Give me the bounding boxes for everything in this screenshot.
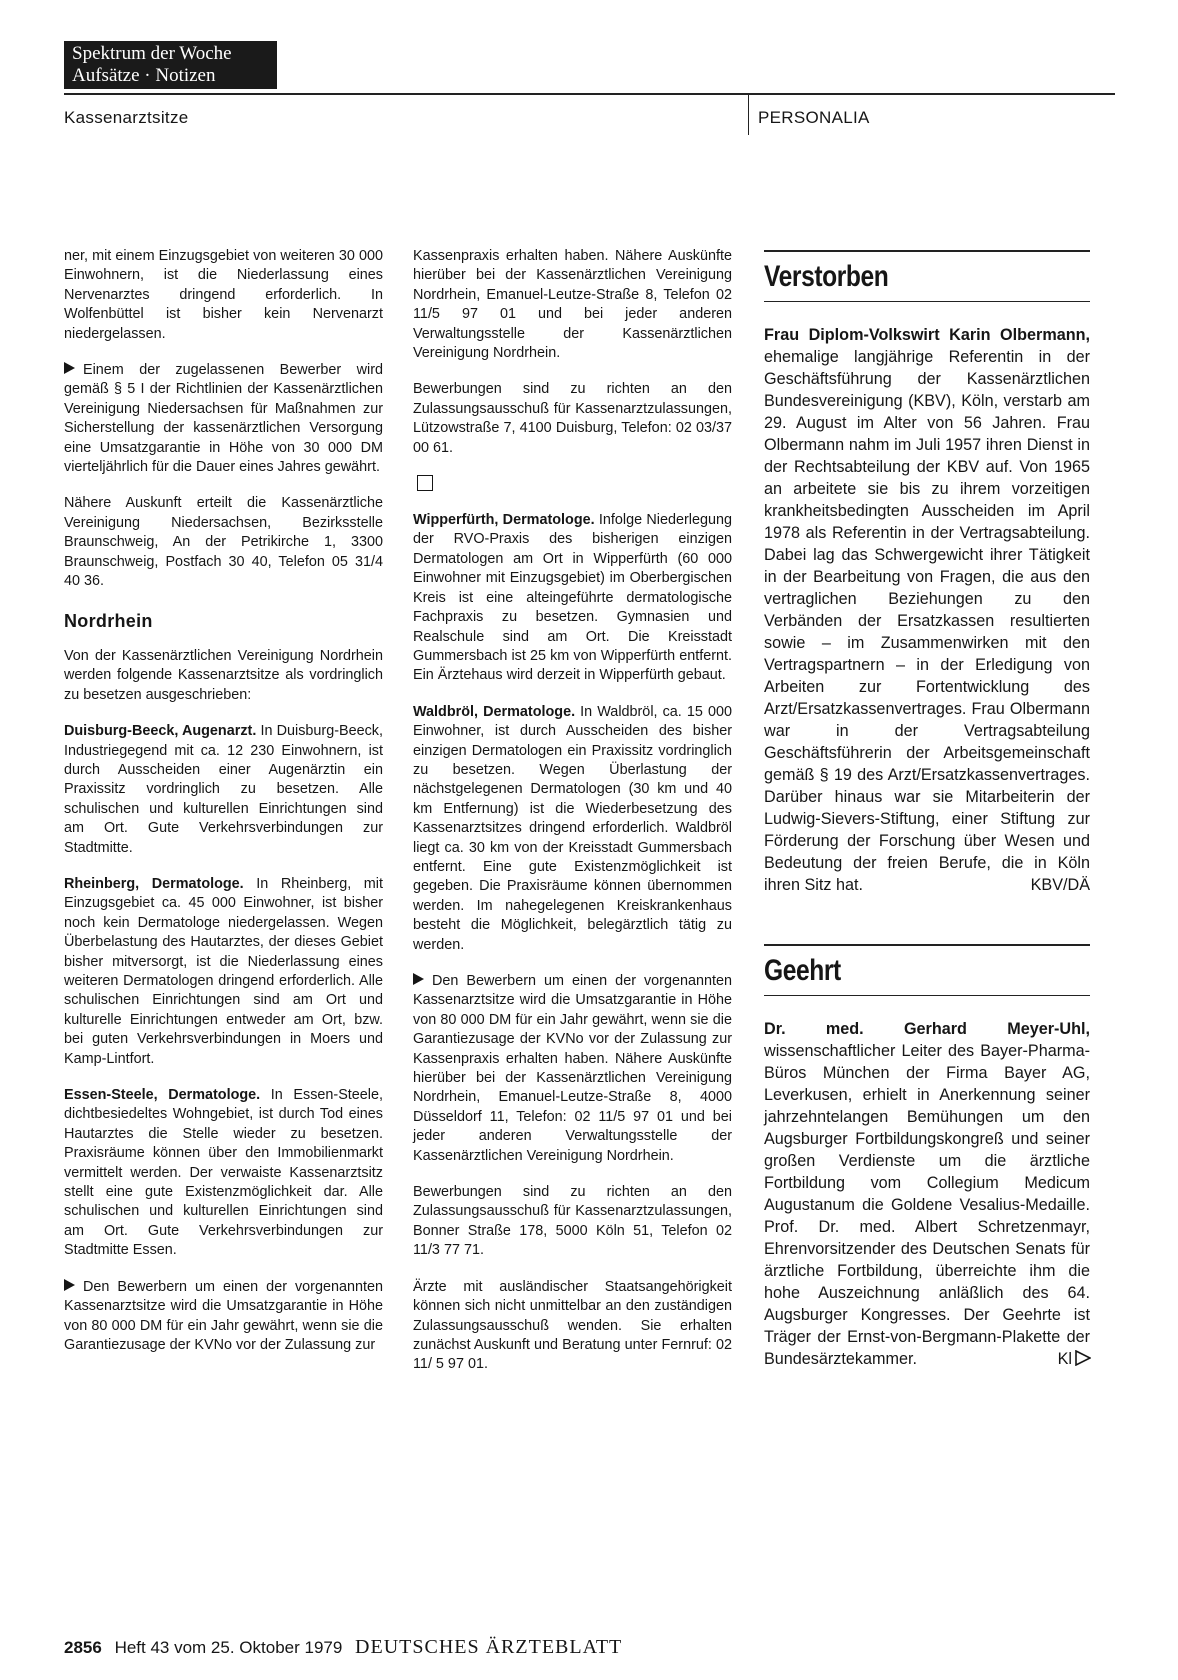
paragraph: Von der Kassenärztlichen Vereinigung Nordrhein werden folgende Kassenarztsitze als vordringlich zu besetzen ausgeschrieben: bbox=[64, 647, 383, 703]
heading-verstorben: Verstorben bbox=[764, 259, 889, 293]
continue-arrow-icon bbox=[1075, 1350, 1090, 1366]
honor-text: Dr. med. Gerhard Meyer-Uhl, wissenschaftlicher Leiter des Bayer-Pharma-Büros München der Firma Bayer AG, Leverkusen, erhielt in Anerkennung seiner jahrzehntelangen Bemühungen um den Augsburger Fortbildungskongreß und seiner großen Verdienste um die ärztliche Fortbildung vom Collegium Medicum Augustanum die Goldene Vesalius-Medaille. Prof. Dr. med. Albert Schretzenmayr, Ehrenvorsitzender des Deutschen Senats für ärztliche Fortbildung, überreichte ihm die hohe Auszeichnung anläßlich des 64. Augsburger Kongresses. Der Geehrte ist Träger der Ernst-von-Bergmann-Plakette der Bundesärztekammer. Kl bbox=[764, 1020, 1090, 1368]
paragraph: ner, mit einem Einzugsgebiet von weiteren 30 000 Einwohnern, ist die Niederlassung eines Nervenarztes dringend erforderlich. In Wolfenbüttel ist bisher kein Nervenarzt niedergelassen. bbox=[64, 248, 383, 342]
article-column-1 bbox=[64, 247, 383, 1372]
page-number: 2856 bbox=[64, 1638, 102, 1657]
obituary-text: Frau Diplom-Volkswirt Karin Olbermann, ehemalige langjährige Referentin in der Geschäftsführung der Kassenärztlichen Bundesvereinigung (KBV), Köln, verstarb am 29. August im Alter von 56 Jahren. Frau Olbermann nahm im Juli 1957 ihren Dienst in der Rechtsabteilung der KBV auf. Von 1965 an arbeitete sie bis zu ihrem vorzeitigen krankheitsbedingten Ausscheiden im April 1978 als Referentin in der Vertragsabteilung. Dabei lag das Schwergewicht ihrer Tätigkeit in der Bearbeitung von Fragen, die aus den vertraglichen Beziehungen zu den Verbänden der Ersatzkassen resultierten sowie – im Zusammenwirken mit den Vertragspartnern – in der Erledigung von Arbeiten zur Fortentwicklung des Arzt/Ersatzkassenvertrages. Frau Olbermann war in der Vertragsabteilung Geschäftsführerin der Arbeitsgemeinschaft gemäß § 19 des Arzt/Ersatzkassenvertrages. Darüber hinaus war sie Mitarbeiterin der Ludwig-Sievers-Stiftung, einer Stiftung zur Förderung der Forschung über Wesen und Bedeutung der freien Berufe, die in Köln ihren Sitz hat. KBV/DÄ bbox=[764, 326, 1090, 894]
listing-rheinberg: Rheinberg, Dermatologe. In Rheinberg, mit Einzugsgebiet ca. 45 000 Einwohner, ist bisher noch kein Dermatologe niedergelassen. Wegen Überbelastung des Hautarztes, der dieses Gebiet bisher mitversorgt, ist die Niederlassung eines weiteren Dermatologen dringend erforderlich. Alle schulischen Einrichtungen sind am Ort und kulturelle Einrichtungen entweder am Ort, bzw. bei guten Verkehrsverbindungen in Moers und Kamp-Lintfort. bbox=[64, 875, 383, 1067]
bullet-triangle-icon bbox=[64, 1279, 75, 1291]
paragraph: Kassenpraxis erhalten haben. Nähere Auskünfte hierüber bei der Kassenärztlichen Vereinigung Nordrhein, Emanuel-Leutze-Straße 8, Telefon 02 11/5 97 01 und bei jeder anderen Verwaltungsstelle der Kassenärztlichen Vereinigung Nordrhein. bbox=[413, 248, 732, 362]
bullet-triangle-icon bbox=[413, 973, 424, 985]
signature: KBV/DÄ bbox=[1030, 876, 1090, 894]
divider bbox=[764, 995, 1090, 997]
divider bbox=[764, 301, 1090, 303]
paragraph: Bewerbungen sind zu richten an den Zulassungsausschuß für Kassenarztzulassungen, Lützowstraße 7, 4100 Duisburg, Telefon: 02 03/37 00 61. bbox=[413, 381, 732, 456]
paragraph: Den Bewerbern um einen der vorgenannten Kassenarztsitze wird die Umsatzgarantie in Höhe von 80 000 DM für ein Jahr gewährt, wenn sie die Garantiezusage der KVNo vor der Zulassung zur bbox=[64, 1278, 383, 1353]
square-separator-icon bbox=[417, 475, 433, 491]
banner-line-1: Spektrum der Woche bbox=[72, 43, 232, 64]
article-column-2 bbox=[413, 247, 732, 1392]
listing-duisburg: Duisburg-Beeck, Augenarzt. In Duisburg-Beeck, Industriegegend mit ca. 12 230 Einwohnern, ist durch Ausscheiden einer Augenärztin ein Praxissitz vordringlich zu besetzen. Alle schulischen und kulturellen Einrichtungen sind am Ort. Gute Verkehrsverbindungen zur Stadtmitte. bbox=[64, 723, 383, 856]
signature: Kl bbox=[1058, 1348, 1090, 1370]
banner-line-2: Aufsätze · Notizen bbox=[72, 65, 216, 86]
paragraph: Einem der zugelassenen Bewerber wird gemäß § 5 I der Richtlinien der Kassenärztlichen Vereinigung Niedersachsen für Maßnahmen zur Sicherstellung der kassenärztlichen Versorgung eine Umsatzgarantie in Höhe von 30 000 DM vierteljährlich für die Dauer eines Jahres gewährt. bbox=[64, 362, 383, 476]
column-divider bbox=[748, 93, 749, 135]
bullet-triangle-icon bbox=[64, 362, 75, 374]
subheading-nordrhein: Nordrhein bbox=[64, 610, 153, 631]
listing-essen: Essen-Steele, Dermatologe. In Essen-Steele, dichtbesiedeltes Wohngebiet, ist durch Tod eines Hautarztes die Stelle wieder zu besetzen. Praxisräume können über den Immobilienmarkt vermittelt werden. Der verwaiste Kassenarztsitz stellt eine gute Existenzmöglichkeit dar. Alle schulischen und kulturellen Einrichtungen sind am Ort. Gute Verkehrsverbindungen zur Stadtmitte Essen. bbox=[64, 1087, 384, 1259]
listing-wipperfuerth: Wipperfürth, Dermatologe. Infolge Niederlegung der RVO-Praxis des bisherigen einzigen Dermatologen am Ort in Wipperfürth (60 000 Einwohner mit Einzugsgebiet) im Oberbergischen Kreis ist eine alteingeführte dermatologische Fachpraxis zu besetzen. Gymnasien und Realschule sind am Ort. Die Kreisstadt Gummersbach ist 25 km von Wipperfürth entfernt. Ein Ärztehaus wird derzeit in Wipperfürth gebaut. bbox=[413, 512, 733, 684]
header-rule bbox=[64, 93, 1115, 95]
paragraph: Ärzte mit ausländischer Staatsangehörigkeit können sich nicht unmittelbar an den zuständigen Zulassungsausschuß wenden. Sie erhalten zunächst Auskunft und Beratung unter Fernruf: 02 11/ 5 97 01. bbox=[413, 1278, 732, 1373]
paragraph: Den Bewerbern um einen der vorgenannten Kassenarztsitze wird die Umsatzgarantie in Höhe von 80 000 DM für ein Jahr gewährt, wenn sie die Garantiezusage der KVNo vor der Zulassung zur Kassenpraxis erhalten haben. Nähere Auskünfte hierüber bei der Kassenärztlichen Vereinigung Nordrhein, Emanuel-Leutze-Straße 8, 4000 Düsseldorf 11, Telefon: 02 11/5 97 01 und bei jeder anderen Verwaltungsstelle der Kassenärztlichen Vereinigung Nordrhein. bbox=[413, 973, 732, 1164]
page-footer bbox=[64, 1636, 622, 1659]
section-label-right: PERSONALIA bbox=[758, 108, 870, 127]
listing-waldbroel: Waldbröl, Dermatologe. In Waldbröl, ca. 15 000 Einwohner, ist durch Ausscheiden des bisher einzigen Dermatologen ein Praxissitz vordringlich zu besetzen. Wegen Überlastung der nächstgelegenen Dermatologen (30 km und 40 km Entfernung) ist die Wiederbesetzung des Kassenarztsitzes dringend erforderlich. Waldbröl liegt ca. 30 km von der Kreisstadt Gummersbach entfernt. Eine gute Existenzmöglichkeit ist gegeben. Die Praxisräume können übernommen werden. Im nahegelegenen Kreiskrankenhaus besteht die Möglichkeit, belegärztlich tätig zu werden. bbox=[413, 703, 732, 953]
paragraph: Bewerbungen sind zu richten an den Zulassungsausschuß für Kassenarztzulassungen, Bonner Straße 178, 5000 Köln 51, Telefon 02 11/3 77 71. bbox=[413, 1184, 732, 1259]
paragraph: Nähere Auskunft erteilt die Kassenärztliche Vereinigung Niedersachsen, Bezirksstelle Braunschweig, An der Petrikirche 1, 3300 Braunschweig, Postfach 30 40, Telefon 05 31/4 40 36. bbox=[64, 495, 383, 590]
issue-info: Heft 43 vom 25. Oktober 1979 bbox=[114, 1638, 343, 1657]
magazine-title: DEUTSCHES ÄRZTEBLATT bbox=[355, 1636, 623, 1658]
section-label-left: Kassenarztsitze bbox=[64, 108, 189, 127]
personalia-column bbox=[764, 250, 1090, 1370]
heading-geehrt: Geehrt bbox=[764, 953, 841, 987]
section-banner bbox=[64, 41, 277, 89]
